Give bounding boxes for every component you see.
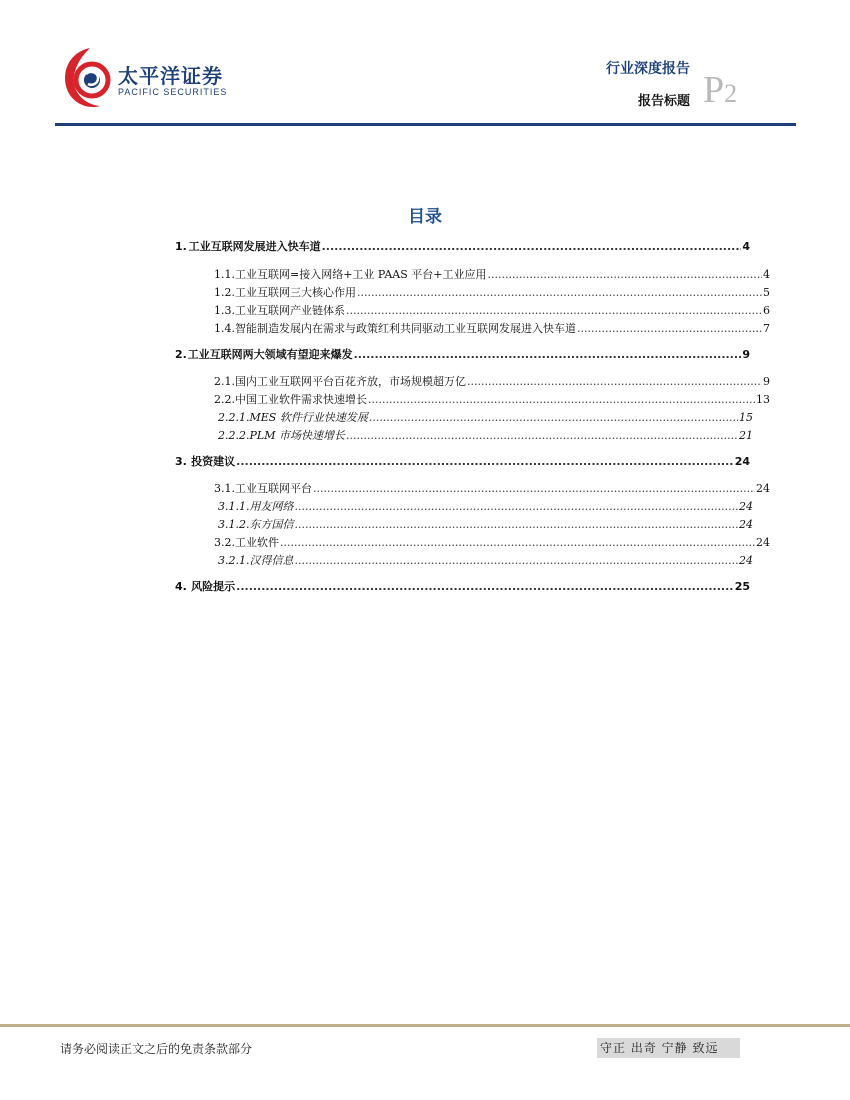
toc-entry-label: 中国工业软件需求快速增长: [235, 393, 367, 406]
toc-entry[interactable]: [214, 373, 770, 389]
toc-leader-dots: [467, 375, 762, 388]
toc-entry-number: 2.2.: [214, 393, 235, 406]
toc-entry-label: 东方国信: [249, 518, 294, 531]
toc-entry-label: 工业互联网两大领域有望迎来爆发: [187, 348, 353, 361]
toc-entry-label: 工业互联网三大核心作用: [235, 286, 356, 299]
toc-entry-page: 24: [756, 536, 770, 549]
toc-entry[interactable]: [214, 266, 770, 282]
toc-entry-number: 1.: [175, 240, 187, 253]
toc-entry-number: 3.: [175, 455, 187, 468]
toc-entry-page: 24: [734, 455, 750, 468]
company-logo: [60, 44, 240, 114]
toc-leader-dots: [313, 482, 755, 495]
toc-entry[interactable]: [218, 498, 753, 514]
footer-motto: 守正 出奇 宁静 致远: [597, 1038, 740, 1058]
toc-entry[interactable]: [214, 534, 770, 550]
toc-entry-page: 4: [742, 240, 750, 253]
report-type: 行业深度报告: [606, 61, 690, 77]
toc-entry-page: 5: [763, 286, 770, 299]
toc-entry[interactable]: [175, 578, 750, 594]
toc-entry-page: 15: [739, 411, 753, 424]
toc-entry-label: PLM 市场快速增长: [249, 429, 345, 442]
toc-entry-page: 4: [763, 268, 770, 281]
toc-entry[interactable]: [214, 391, 770, 407]
page-prefix: P: [703, 69, 725, 111]
toc-entry[interactable]: [214, 480, 770, 496]
toc-entry-page: 21: [739, 429, 753, 442]
toc-entry-number: 1.3.: [214, 304, 235, 317]
toc-entry-label: 工业互联网=接入网络+工业 PAAS 平台+工业应用: [235, 268, 487, 281]
toc-entry[interactable]: [175, 453, 750, 469]
toc-entry-label: 风险提示: [191, 580, 236, 593]
toc-entry[interactable]: [218, 409, 753, 425]
toc-leader-dots: [346, 304, 762, 317]
logo-emblem-icon: [60, 44, 116, 114]
toc-leader-dots: [236, 455, 734, 468]
toc-entry-label: 工业互联网平台: [235, 482, 312, 495]
page-number: [703, 68, 737, 112]
toc-entry-label: 国内工业互联网平台百花齐放，市场规模超万亿: [235, 375, 466, 388]
toc-entry-label: 工业互联网产业链体系: [235, 304, 345, 317]
toc-entry-page: 24: [739, 554, 753, 567]
toc-leader-dots: [354, 348, 742, 361]
toc-entry-number: 1.4.: [214, 322, 235, 335]
toc-entry-number: 4.: [175, 580, 187, 593]
toc-entry-number: 2.: [175, 348, 187, 361]
report-title: 报告标题: [637, 94, 690, 109]
toc-entry-label: 投资建议: [191, 455, 236, 468]
toc-entry[interactable]: [214, 284, 770, 300]
toc-leader-dots: [357, 286, 762, 299]
toc-entry-label: 工业软件: [235, 536, 279, 549]
toc-leader-dots: [295, 500, 739, 513]
toc-leader-dots: [295, 554, 739, 567]
toc-entry-page: 6: [763, 304, 770, 317]
company-name-en: PACIFIC SECURITIES: [118, 87, 228, 97]
toc-entry[interactable]: [214, 320, 770, 336]
toc-entry-label: 用友网络: [249, 500, 294, 513]
toc-title: 目录: [408, 207, 442, 227]
toc-leader-dots: [577, 322, 762, 335]
toc-entry-page: 24: [756, 482, 770, 495]
toc-leader-dots: [280, 536, 755, 549]
toc-entry[interactable]: [214, 302, 770, 318]
toc-entry-number: 3.1.1.: [218, 500, 250, 513]
toc-entry-page: 9: [742, 348, 750, 361]
toc-entry-page: 24: [739, 500, 753, 513]
toc-entry[interactable]: [218, 516, 753, 532]
toc-entry-number: 3.1.2.: [218, 518, 250, 531]
toc-leader-dots: [322, 240, 742, 253]
toc-entry-page: 9: [763, 375, 770, 388]
page-header: [0, 0, 850, 130]
toc-entry-label: 汉得信息: [249, 554, 294, 567]
toc-leader-dots: [369, 411, 738, 424]
toc-entry-label: 工业互联网发展进入快车道: [188, 240, 321, 253]
toc-entry-number: 3.2.: [214, 536, 235, 549]
header-divider: [55, 123, 796, 126]
toc-entry-page: 24: [739, 518, 753, 531]
toc-entry-page: 13: [756, 393, 770, 406]
toc-leader-dots: [295, 518, 739, 531]
page-number-value: 2: [724, 79, 738, 108]
toc-entry-number: 2.2.2.: [218, 429, 250, 442]
toc-entry-page: 7: [763, 322, 770, 335]
footer-divider: [0, 1024, 850, 1027]
toc-entry-number: 1.1.: [214, 268, 235, 281]
toc-entry-label: 智能制造发展内在需求与政策红利共同驱动工业互联网发展进入快车道: [235, 322, 576, 335]
toc-leader-dots: [346, 429, 738, 442]
toc-entry[interactable]: [218, 427, 753, 443]
toc-entry-number: 2.1.: [214, 375, 235, 388]
company-name-cn: 太平洋证券: [118, 64, 223, 88]
toc-leader-dots: [487, 268, 762, 281]
toc-entry-page: 25: [734, 580, 750, 593]
toc-entry[interactable]: [175, 238, 750, 254]
toc-entry[interactable]: [218, 552, 753, 568]
toc-leader-dots: [368, 393, 755, 406]
toc-entry-number: 3.2.1.: [218, 554, 250, 567]
toc-entry-label: MES 软件行业快速发展: [249, 411, 368, 424]
toc-entry-number: 2.2.1.: [218, 411, 250, 424]
footer-disclaimer: 请务必阅读正文之后的免责条款部分: [60, 1042, 253, 1056]
toc-leader-dots: [236, 580, 734, 593]
toc-entry[interactable]: [175, 346, 750, 362]
toc-entry-number: 1.2.: [214, 286, 235, 299]
toc-entry-number: 3.1.: [214, 482, 235, 495]
